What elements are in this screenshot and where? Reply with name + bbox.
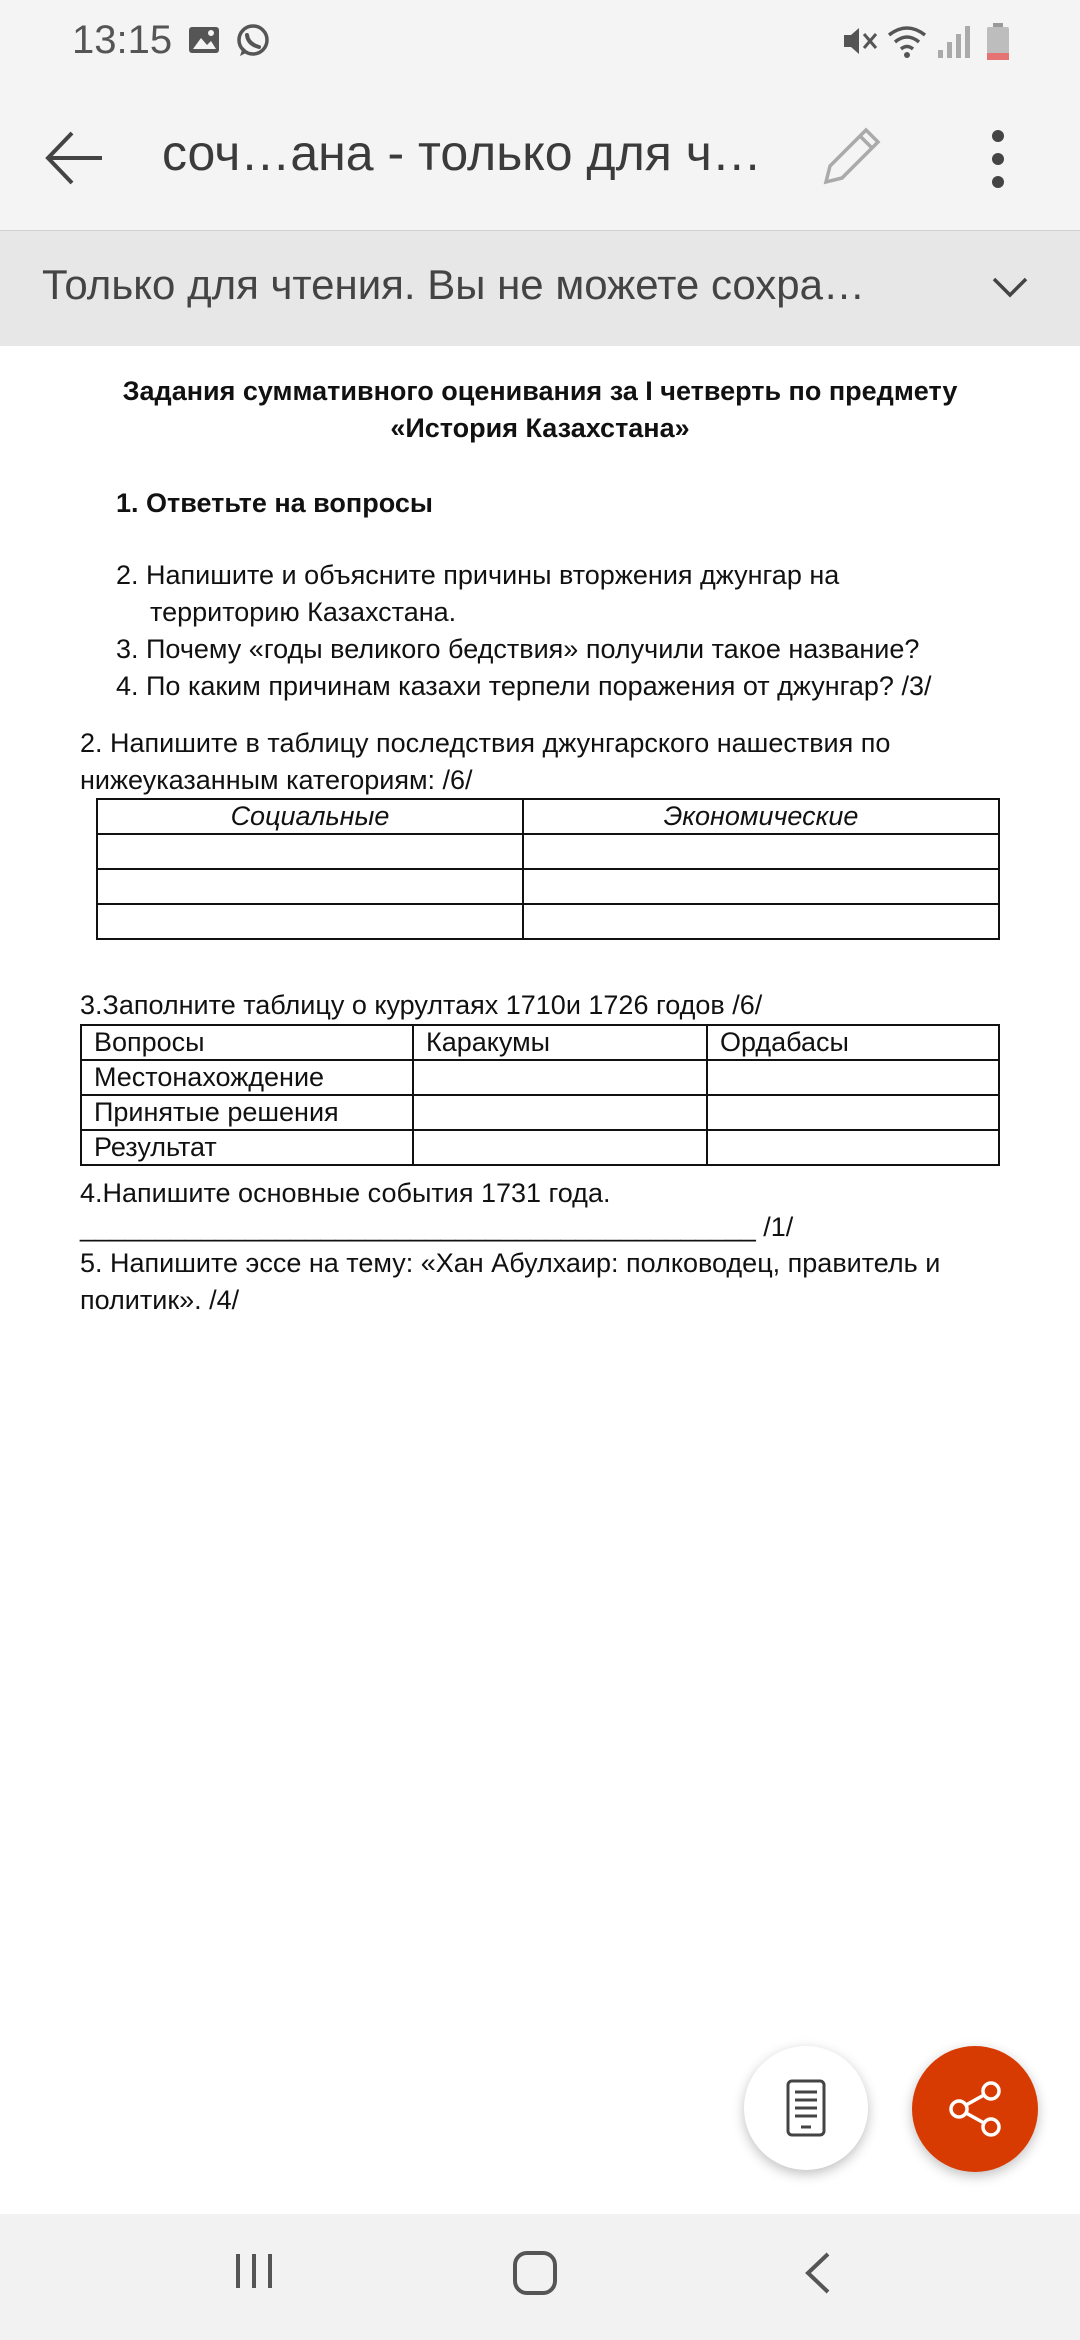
table-cell <box>97 904 523 939</box>
whatsapp-icon <box>234 22 272 60</box>
table-cell <box>413 1130 707 1165</box>
signal-icon <box>936 22 972 60</box>
task-4-answer-line: _____________________________________________ /1/ <box>80 1212 794 1242</box>
read-only-banner-text: Только для чтения. Вы не можете сохра… <box>42 261 866 308</box>
task-4: 4.Напишите основные события 1731 года. <box>80 1178 611 1208</box>
task-2-line1: 2. Напишите в таблицу последствия джунгарского нашествия по <box>80 728 891 758</box>
recent-apps-icon[interactable] <box>232 2248 276 2294</box>
task-5-line2: политик». /4/ <box>80 1285 240 1315</box>
table-row <box>81 1025 999 1060</box>
document-title: соч…ана - только для ч… <box>162 125 762 181</box>
table-row <box>81 1095 999 1130</box>
table-cell <box>413 1095 707 1130</box>
navigation-bar <box>0 2214 1080 2340</box>
section1-title: 1. Ответьте на вопросы <box>116 488 433 518</box>
kurultai-table <box>80 1024 1000 1166</box>
question-3: 3. Почему «годы великого бедствия» получили такое название? <box>116 634 920 664</box>
pencil-icon[interactable] <box>818 122 886 190</box>
image-icon <box>186 22 222 58</box>
more-vert-icon[interactable] <box>980 126 1016 192</box>
read-only-banner[interactable] <box>0 230 1080 347</box>
table-header-social: Социальные <box>97 799 523 834</box>
table-cell <box>97 834 523 869</box>
reading-view-icon <box>784 2078 828 2138</box>
question-2-line1: 2. Напишите и объясните причины вторжения джунгар на <box>116 560 840 590</box>
table-header-karakumy: Каракумы <box>413 1025 707 1060</box>
task-3: 3.Заполните таблицу о курултаях 1710и 1726 годов /6/ <box>80 990 763 1020</box>
table-row <box>97 799 999 834</box>
table-cell <box>707 1060 999 1095</box>
table-header-economic: Экономические <box>523 799 999 834</box>
question-2-line2: территорию Казахстана. <box>150 597 457 627</box>
table-cell <box>707 1095 999 1130</box>
table-cell <box>523 904 999 939</box>
task-5-line1: 5. Напишите эссе на тему: «Хан Абулхаир: полководец, правитель и <box>80 1248 941 1278</box>
table-row <box>97 834 999 869</box>
table-cell <box>523 834 999 869</box>
table-cell <box>413 1060 707 1095</box>
row-label-result: Результат <box>81 1130 413 1165</box>
reading-view-button[interactable] <box>744 2046 868 2170</box>
task-2-line2: нижеуказанным категориям: /6/ <box>80 765 473 795</box>
consequences-table <box>96 798 1000 940</box>
row-label-decisions: Принятые решения <box>81 1095 413 1130</box>
table-row <box>97 904 999 939</box>
table-row <box>81 1060 999 1095</box>
table-header-ordabasy: Ордабасы <box>707 1025 999 1060</box>
table-header-questions: Вопросы <box>81 1025 413 1060</box>
back-arrow-icon[interactable] <box>42 128 106 188</box>
wifi-icon <box>886 22 928 60</box>
share-button[interactable] <box>912 2046 1038 2172</box>
battery-icon <box>984 22 1012 62</box>
mute-icon <box>840 22 878 60</box>
app-bar <box>0 84 1080 230</box>
question-4: 4. По каким причинам казахи терпели поражения от джунгар? /3/ <box>116 671 932 701</box>
share-icon <box>945 2079 1005 2139</box>
home-icon[interactable] <box>510 2248 560 2298</box>
document-page <box>0 346 1080 2216</box>
table-row <box>81 1130 999 1165</box>
table-cell <box>707 1130 999 1165</box>
status-bar <box>0 0 1080 84</box>
table-cell <box>97 869 523 904</box>
table-cell <box>523 869 999 904</box>
document-heading-line2: «История Казахстана» <box>390 413 690 443</box>
table-row <box>97 869 999 904</box>
document-heading-line1: Задания суммативного оценивания за I четверть по предмету <box>122 376 958 406</box>
nav-back-icon[interactable] <box>800 2248 836 2298</box>
row-label-location: Местонахождение <box>81 1060 413 1095</box>
chevron-down-icon[interactable] <box>990 273 1030 303</box>
status-time: 13:15 <box>72 18 173 62</box>
